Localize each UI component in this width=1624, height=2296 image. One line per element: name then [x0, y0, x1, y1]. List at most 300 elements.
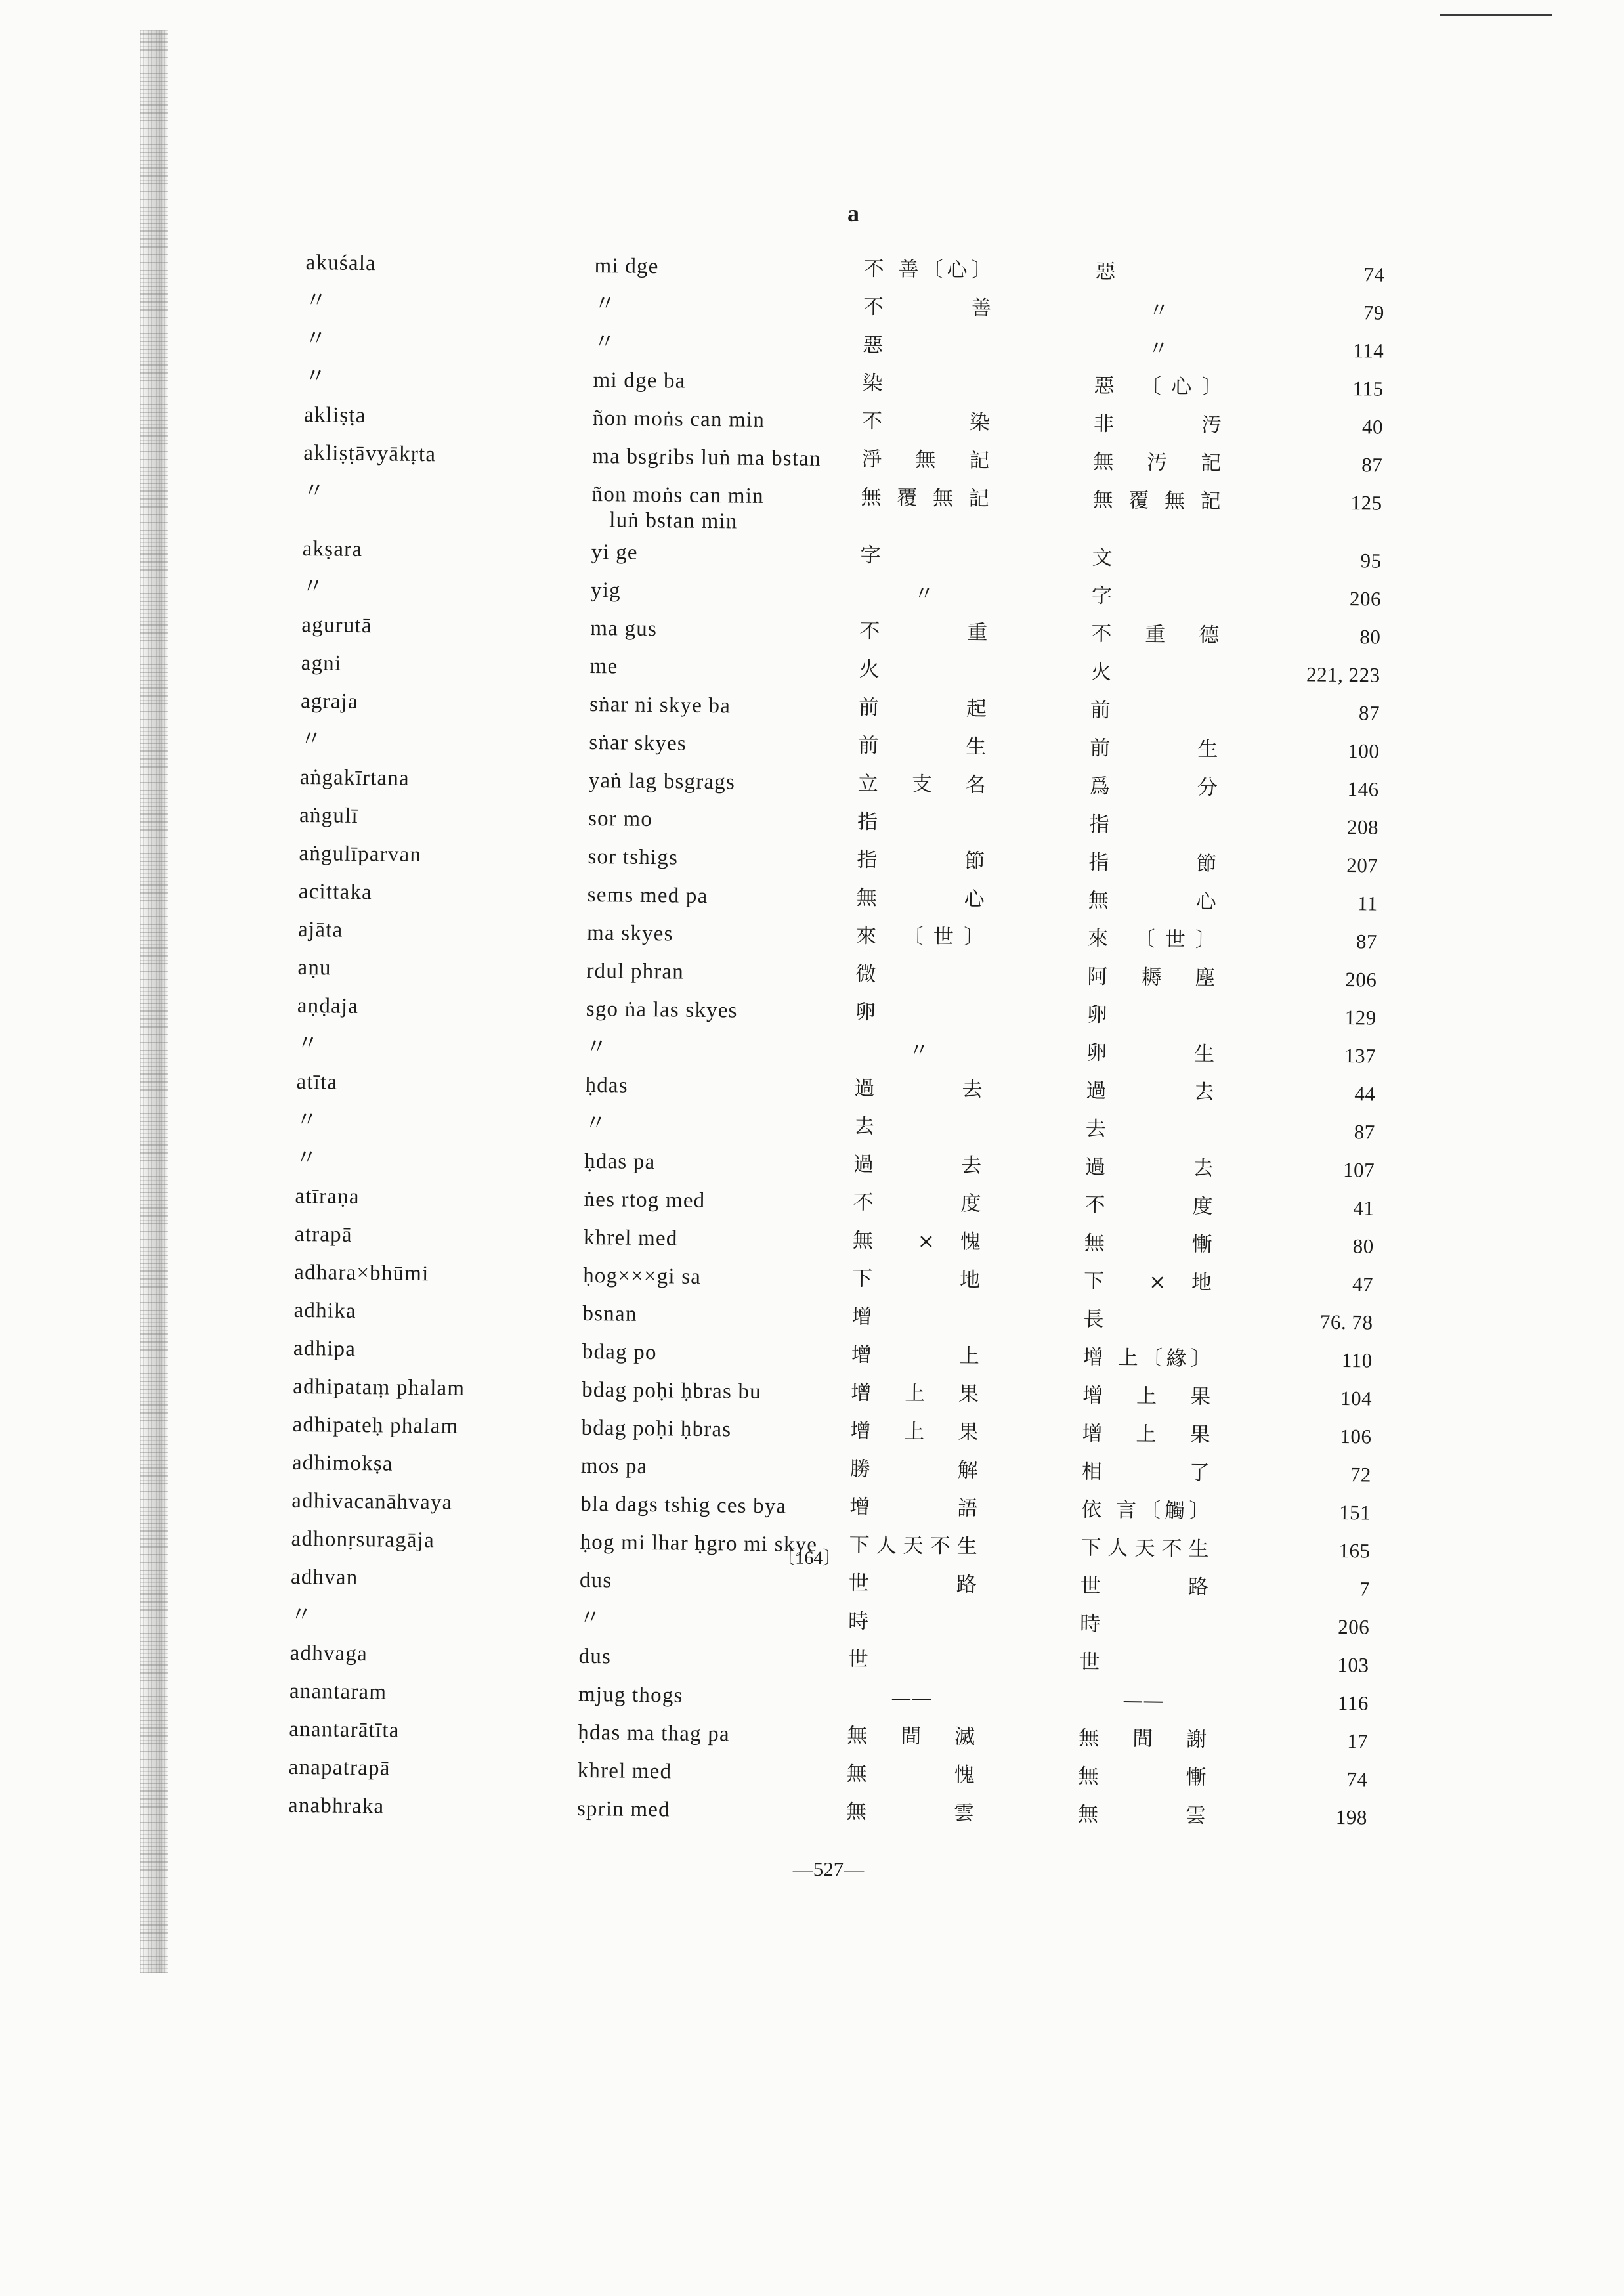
chinese-term-b-cell — [1088, 882, 1244, 922]
chinese-term-b-cell — [1089, 768, 1245, 808]
tibetan-term-line: bsnan — [582, 1301, 637, 1326]
page-reference: 221, 223 — [1306, 662, 1380, 687]
chinese-term-b: 爲 分 — [1089, 774, 1218, 800]
page-reference: 206 — [1349, 587, 1382, 611]
page-reference: 107 — [1342, 1158, 1375, 1182]
chinese-term-b-cell — [1082, 1453, 1238, 1493]
tibetan-term-line: 〃 — [579, 1606, 602, 1631]
chinese-term-b: 時 — [1080, 1612, 1101, 1636]
sanskrit-term: aṇḍaja — [297, 993, 359, 1018]
page-reference: 74 — [1363, 263, 1385, 286]
tibetan-term — [580, 1561, 849, 1603]
chinese-term-b: 依 言〔觸〕 — [1080, 1498, 1210, 1523]
chinese-term-b: 無 心 — [1088, 888, 1216, 914]
chinese-term-a: 微 — [855, 962, 876, 986]
chinese-term-a-cell — [854, 1070, 1086, 1110]
chinese-term-b-cell — [1079, 1643, 1235, 1683]
chinese-term-b-cell — [1089, 806, 1245, 846]
chinese-term-a-cell — [862, 402, 1094, 443]
page-reference: 125 — [1350, 491, 1382, 515]
chinese-term-a-cell — [863, 250, 1096, 291]
chinese-term-b: 指 — [1088, 812, 1110, 836]
chinese-term-a: 世 — [847, 1647, 868, 1672]
chinese-term-a: 無 覆 無 記 — [861, 485, 989, 511]
tibetan-term — [581, 1409, 851, 1450]
chinese-term-a: 無 間 滅 — [847, 1723, 975, 1749]
tibetan-term-line: ṅes rtog med — [584, 1187, 706, 1213]
page-reference: 100 — [1348, 739, 1380, 763]
chinese-term-b: —— — [1122, 1689, 1164, 1713]
chinese-term-b: 相 了 — [1081, 1460, 1210, 1485]
chinese-term-a: 過 去 — [853, 1152, 982, 1178]
chinese-term-a-cell — [862, 364, 1094, 405]
chinese-term-a: 前 起 — [858, 695, 987, 721]
tibetan-term — [591, 571, 861, 613]
chinese-term-b: 世 路 — [1080, 1574, 1209, 1599]
chinese-term-b-cell — [1087, 958, 1243, 998]
chinese-term-b-cell — [1095, 253, 1251, 293]
chinese-term-a-cell — [858, 727, 1090, 768]
tibetan-term-line: luṅ bstan min — [609, 508, 738, 534]
page-reference: 116 — [1337, 1691, 1369, 1715]
chinese-term-a-cell — [853, 1108, 1086, 1148]
sanskrit-term: ajāta — [297, 917, 343, 942]
chinese-term-a: 無 雲 — [845, 1800, 975, 1825]
chinese-term-a: 無 × 愧 — [852, 1228, 981, 1254]
chinese-term-a-cell — [857, 765, 1090, 806]
page-reference: 95 — [1360, 549, 1382, 573]
sanskrit-term: adhipa — [293, 1336, 356, 1361]
chinese-term-b-cell — [1095, 291, 1251, 331]
chinese-term-b-cell — [1094, 367, 1250, 407]
chinese-term-a: 不 重 — [859, 619, 988, 645]
sanskrit-term: 〃 — [295, 1108, 319, 1133]
sanskrit-term: 〃 — [290, 1603, 313, 1628]
tibetan-term-line: sor mo — [588, 806, 653, 832]
tibetan-term-line: sprin med — [576, 1796, 671, 1822]
tibetan-term — [594, 285, 864, 326]
sanskrit-term: adhivacanāhvaya — [291, 1488, 453, 1515]
chinese-term-a: 時 — [848, 1609, 869, 1634]
chinese-term-b: 〃 — [1148, 298, 1170, 322]
chinese-term-b: 過 去 — [1086, 1079, 1214, 1104]
chinese-term-a: 增 上 果 — [850, 1381, 979, 1406]
sanskrit-term: akṣara — [302, 536, 363, 562]
page-reference: 80 — [1352, 1234, 1374, 1258]
tibetan-term-line: mi dge — [594, 253, 659, 279]
chinese-term-b-cell — [1088, 844, 1245, 884]
sanskrit-term: akliṣṭa — [303, 402, 366, 428]
chinese-term-b-cell — [1082, 1377, 1239, 1417]
tibetan-term-line: dus — [578, 1644, 612, 1669]
tibetan-term — [588, 838, 857, 879]
chinese-term-b-cell — [1086, 996, 1243, 1036]
chinese-term-a-cell — [849, 1488, 1082, 1529]
index-entries — [288, 244, 1385, 1836]
chinese-term-a-cell — [857, 841, 1089, 882]
chinese-term-a-cell — [846, 1792, 1079, 1833]
chinese-term-a: 勝 解 — [849, 1457, 979, 1483]
chinese-term-b: 火 — [1090, 660, 1111, 684]
page-reference: 146 — [1347, 777, 1379, 801]
chinese-term-a-cell — [850, 1450, 1082, 1491]
chinese-term-a: 淨 無 記 — [861, 447, 990, 473]
chinese-term-a-cell — [863, 326, 1095, 367]
chinese-term-a-cell — [859, 689, 1091, 729]
chinese-term-b-cell — [1088, 920, 1244, 960]
page-reference: 41 — [1353, 1196, 1375, 1220]
tibetan-term-line: mos pa — [580, 1454, 648, 1479]
tibetan-term — [588, 762, 858, 803]
chinese-term-b: 下人天不生 — [1080, 1536, 1209, 1561]
chinese-term-b-cell — [1091, 615, 1247, 655]
chinese-term-a: 立 支 名 — [857, 771, 986, 797]
page-reference: 17 — [1347, 1729, 1369, 1753]
page-reference: 151 — [1338, 1500, 1371, 1525]
chinese-term-a: 指 節 — [857, 848, 985, 873]
chinese-term-a: 無 心 — [856, 886, 985, 911]
sanskrit-term: agni — [301, 651, 342, 676]
tibetan-term — [590, 609, 860, 651]
sanskrit-term: 〃 — [304, 364, 328, 389]
page-reference: 87 — [1354, 1120, 1375, 1144]
chinese-term-b-cell — [1083, 1301, 1239, 1341]
tibetan-term-line: ḥog×××gi sa — [582, 1263, 702, 1289]
tibetan-term-line: sems med pa — [587, 882, 708, 909]
chinese-term-b-cell — [1079, 1720, 1235, 1760]
chinese-term-b-cell — [1079, 1681, 1235, 1722]
page-reference: 47 — [1352, 1272, 1374, 1296]
chinese-term-a: 過 去 — [854, 1076, 983, 1102]
tibetan-term-line: mjug thogs — [578, 1682, 683, 1708]
tibetan-term-line: rdul phran — [586, 959, 685, 984]
chinese-term-a-cell — [859, 651, 1091, 691]
chinese-term-b: 文 — [1092, 546, 1113, 570]
sanskrit-term: 〃 — [300, 727, 323, 752]
chinese-term-b: 前 生 — [1090, 736, 1218, 762]
chinese-term-b: 世 — [1079, 1650, 1100, 1674]
chinese-term-a-cell — [855, 993, 1087, 1034]
chinese-term-a: 不 度 — [853, 1190, 981, 1216]
tibetan-term — [584, 1219, 853, 1260]
tibetan-term — [589, 724, 859, 765]
chinese-term-b-cell — [1080, 1605, 1236, 1645]
page-reference: 106 — [1340, 1424, 1372, 1448]
chinese-term-a: 不 善 — [863, 295, 992, 320]
chinese-term-a-cell — [856, 879, 1088, 920]
tibetan-term — [580, 1523, 849, 1569]
tibetan-term — [585, 1066, 855, 1108]
chinese-term-b: 非 汚 — [1093, 412, 1222, 437]
chinese-term-a-cell — [855, 955, 1088, 996]
section-letter: a — [847, 200, 859, 227]
tibetan-term-line: 〃 — [593, 330, 616, 355]
tibetan-term — [593, 361, 863, 402]
chinese-term-b: 無 慚 — [1078, 1764, 1207, 1790]
tibetan-term-line: mi dge ba — [593, 368, 686, 393]
chinese-term-b: 無 覆 無 記 — [1092, 488, 1221, 513]
tibetan-term — [587, 914, 857, 955]
chinese-term-b-cell — [1085, 1148, 1241, 1188]
chinese-term-a: 〃 — [908, 1039, 930, 1063]
tibetan-term — [582, 1295, 852, 1336]
sanskrit-term: atīta — [296, 1070, 338, 1094]
chinese-term-a-cell — [849, 1565, 1081, 1605]
chinese-term-a-cell — [853, 1184, 1085, 1224]
sanskrit-term: akuśala — [305, 250, 377, 276]
tibetan-term-line: yaṅ lag bsgrags — [588, 768, 736, 794]
sanskrit-term: acittaka — [298, 879, 373, 905]
scan-top-rule — [1440, 14, 1552, 16]
sanskrit-term: aṇu — [297, 955, 331, 980]
sanskrit-term: atrapā — [294, 1222, 353, 1247]
chinese-term-b-cell — [1092, 481, 1249, 521]
chinese-term-b-cell — [1093, 443, 1249, 483]
chinese-term-b-cell — [1081, 1491, 1237, 1531]
chinese-term-a: 卵 — [855, 1000, 876, 1024]
chinese-term-a-cell — [851, 1336, 1084, 1377]
tibetan-term — [577, 1790, 847, 1831]
chinese-term-b: 無 汚 記 — [1093, 450, 1222, 475]
page-reference: 137 — [1344, 1044, 1377, 1068]
chinese-term-b-cell — [1084, 1186, 1241, 1226]
chinese-term-b: 無 間 謝 — [1079, 1726, 1207, 1752]
tibetan-term — [579, 1599, 849, 1641]
page-reference: 129 — [1344, 1006, 1377, 1029]
chinese-term-a: 無 愧 — [846, 1762, 975, 1787]
page-reference: 165 — [1338, 1538, 1371, 1563]
chinese-term-a: 來 〔世〕 — [855, 924, 985, 949]
chinese-term-b: 增 上 果 — [1082, 1383, 1211, 1409]
tibetan-term-line: khrel med — [577, 1758, 672, 1784]
page-reference: 198 — [1335, 1805, 1368, 1829]
tibetan-term — [580, 1485, 850, 1527]
chinese-term-b-cell — [1080, 1567, 1237, 1607]
tibetan-term-line: me — [589, 654, 618, 679]
tibetan-term — [586, 952, 856, 993]
chinese-term-a-cell — [848, 1603, 1080, 1643]
sanskrit-term: 〃 — [295, 1146, 318, 1171]
page-reference: 110 — [1341, 1349, 1373, 1372]
chinese-term-a: 染 — [862, 371, 883, 395]
chinese-term-a: 增 上 果 — [850, 1419, 979, 1444]
chinese-term-b-cell — [1090, 653, 1247, 693]
tibetan-term — [592, 437, 862, 479]
chinese-term-b-cell — [1078, 1795, 1234, 1835]
tibetan-term-line: bdag po — [582, 1339, 657, 1365]
chinese-term-a: 惡 — [863, 333, 884, 357]
tibetan-term-line: 〃 — [593, 292, 617, 316]
chinese-term-a: 不 善〔心〕 — [863, 257, 992, 282]
page-reference: 208 — [1346, 815, 1379, 839]
sanskrit-term: adhimokṣa — [291, 1450, 393, 1476]
chinese-term-a: 增 上 — [851, 1343, 980, 1368]
tibetan-term — [589, 647, 859, 689]
chinese-term-b: 無 慚 — [1084, 1231, 1212, 1257]
tibetan-term-line: bdag poḥi ḥbras — [581, 1416, 732, 1442]
chinese-term-b: 過 去 — [1084, 1155, 1214, 1180]
chinese-term-a-cell — [860, 536, 1092, 577]
tibetan-term — [582, 1333, 852, 1374]
chinese-term-a-cell — [851, 1298, 1084, 1339]
sanskrit-term: aṅgakīrtana — [299, 765, 410, 791]
tibetan-term-line: ma skyes — [586, 921, 673, 946]
tibetan-term-line: ñon moṅs can min — [591, 482, 764, 508]
sanskrit-term: 〃 — [296, 1031, 320, 1056]
tibetan-term-line: sṅar skyes — [589, 730, 687, 756]
tibetan-term-line: sor tshigs — [588, 844, 679, 870]
chinese-term-b: 不 重 德 — [1091, 622, 1220, 647]
sanskrit-term: adhara×bhūmi — [294, 1260, 429, 1286]
chinese-term-a: —— — [891, 1686, 932, 1710]
page-reference: 7 — [1359, 1577, 1371, 1601]
tibetan-term-line: dus — [579, 1568, 612, 1593]
chinese-term-a-cell — [855, 1031, 1087, 1072]
sanskrit-term: anabhraka — [288, 1793, 385, 1819]
tibetan-term — [584, 1180, 853, 1222]
tibetan-term — [588, 800, 858, 841]
chinese-term-b: 卵 — [1086, 1003, 1107, 1027]
sanskrit-term: 〃 — [301, 574, 325, 599]
chinese-term-a: 下人天不生 — [849, 1533, 977, 1559]
tibetan-term-line: sṅar ni skye ba — [589, 692, 731, 718]
chinese-term-a-cell — [849, 1527, 1081, 1567]
page-reference: 80 — [1359, 625, 1381, 649]
tibetan-term — [578, 1676, 848, 1717]
tibetan-term-note: 〔164〕 — [777, 1548, 842, 1569]
page-reference: 114 — [1353, 339, 1384, 362]
tibetan-term-line: bdag poḥi ḥbras bu — [582, 1377, 762, 1404]
tibetan-term — [577, 1752, 847, 1793]
tibetan-term — [593, 323, 863, 364]
chinese-term-b: 去 — [1085, 1117, 1106, 1141]
chinese-term-b: 不 度 — [1084, 1193, 1213, 1219]
sanskrit-term: agurutā — [301, 613, 372, 638]
sanskrit-term: anantaram — [289, 1679, 387, 1704]
tibetan-term-line: yig — [590, 578, 622, 603]
page-footer-number: —527— — [792, 1857, 865, 1880]
sanskrit-term: adhvaga — [289, 1641, 368, 1666]
chinese-term-b-cell — [1086, 1034, 1243, 1074]
tibetan-term-line: ḥdas ma thag pa — [578, 1720, 731, 1746]
sanskrit-term: adhvan — [290, 1565, 358, 1590]
page-reference: 206 — [1345, 968, 1377, 991]
sanskrit-term: atīraṇa — [295, 1184, 360, 1209]
tibetan-term — [586, 990, 855, 1031]
sanskrit-term: aṅgulīparvan — [299, 841, 422, 867]
chinese-term-b-cell — [1094, 405, 1250, 445]
chinese-term-a-cell — [861, 441, 1094, 481]
tibetan-term — [591, 533, 861, 574]
tibetan-term-line: ñon moṅs can min — [592, 406, 765, 432]
chinese-term-b-cell — [1082, 1415, 1238, 1455]
chinese-term-a-cell — [847, 1716, 1079, 1757]
chinese-term-b: 惡 — [1095, 259, 1116, 284]
page-reference: 115 — [1352, 377, 1384, 401]
tibetan-term-line: yi ge — [591, 540, 638, 565]
tibetan-term — [578, 1714, 847, 1755]
sanskrit-term: adhipataṃ phalam — [293, 1374, 465, 1400]
page-reference: 72 — [1350, 1463, 1372, 1486]
chinese-term-a-cell — [861, 479, 1093, 519]
page-reference: 87 — [1361, 453, 1383, 477]
chinese-term-a-cell — [853, 1146, 1086, 1186]
chinese-term-b: 惡 〔心〕 — [1094, 374, 1222, 399]
tibetan-term-line: bla dags tshig ces bya — [580, 1492, 787, 1519]
page-reference: 207 — [1346, 854, 1378, 877]
chinese-term-b: 卵 生 — [1086, 1041, 1215, 1066]
chinese-term-b: 下 × 地 — [1083, 1269, 1212, 1295]
sanskrit-term: agraja — [300, 689, 359, 714]
tibetan-term — [593, 399, 863, 441]
sanskrit-term: 〃 — [303, 479, 326, 504]
tibetan-term — [582, 1371, 851, 1412]
tibetan-term-line: ma bsgribs luṅ ma bstan — [592, 444, 821, 471]
chinese-term-a-cell — [850, 1412, 1082, 1453]
chinese-term-a-cell — [860, 574, 1092, 615]
chinese-term-b: 字 — [1091, 584, 1113, 608]
chinese-term-a-cell — [856, 917, 1088, 958]
chinese-term-b: 增 上〔緣〕 — [1082, 1345, 1212, 1371]
page-reference: 206 — [1338, 1614, 1370, 1639]
chinese-term-b: 來 〔世〕 — [1087, 926, 1216, 952]
sanskrit-term: 〃 — [305, 288, 328, 313]
chinese-term-a-cell — [852, 1260, 1084, 1301]
tibetan-term-line: ḥdas pa — [584, 1149, 656, 1175]
chinese-term-b: 阿 耨 塵 — [1087, 964, 1216, 990]
chinese-term-b-cell — [1094, 329, 1250, 369]
chinese-term-a: 〃 — [913, 582, 935, 606]
tibetan-term — [587, 876, 857, 917]
chinese-term-b: 無 雲 — [1077, 1802, 1207, 1828]
page-reference: 104 — [1340, 1386, 1373, 1410]
tibetan-term — [578, 1637, 848, 1679]
page-reference: 87 — [1356, 930, 1378, 953]
chinese-term-a: 增 — [851, 1305, 872, 1329]
tibetan-term — [584, 1104, 854, 1146]
tibetan-term-line: ḥdas — [585, 1073, 628, 1098]
page-reference: 74 — [1346, 1767, 1368, 1791]
chinese-term-b-cell — [1084, 1224, 1240, 1265]
chinese-term-b-cell — [1092, 577, 1248, 617]
sanskrit-term: adhonṛsuragāja — [291, 1527, 435, 1553]
chinese-term-b-cell — [1090, 691, 1247, 731]
chinese-term-a: 火 — [859, 657, 880, 682]
tibetan-term-line: ma gus — [590, 616, 658, 641]
chinese-term-b: 〃 — [1148, 336, 1169, 360]
sanskrit-term: 〃 — [305, 326, 328, 351]
chinese-term-a: 字 — [860, 543, 881, 567]
chinese-term-b-cell — [1080, 1529, 1237, 1569]
chinese-term-b-cell — [1092, 539, 1248, 579]
chinese-term-a: 增 語 — [849, 1495, 978, 1521]
chinese-term-b-cell — [1078, 1757, 1234, 1797]
chinese-term-b-cell — [1084, 1263, 1240, 1303]
chinese-term-a: 前 生 — [858, 733, 987, 759]
chinese-term-a: 指 — [857, 810, 878, 834]
chinese-term-b-cell — [1083, 1339, 1239, 1379]
tibetan-term-line: khrel med — [583, 1225, 678, 1251]
tibetan-term — [591, 475, 861, 534]
chinese-term-a-cell — [847, 1641, 1080, 1681]
chinese-term-a: 下 地 — [851, 1267, 981, 1292]
page-reference: 11 — [1357, 892, 1378, 915]
chinese-term-b: 長 — [1083, 1307, 1104, 1332]
chinese-term-b-cell — [1090, 729, 1246, 769]
tibetan-term-line: ḥog mi lhar ḥgro mi skye — [580, 1530, 818, 1557]
chinese-term-a: 不 染 — [861, 409, 991, 435]
tibetan-term-line: 〃 — [584, 1111, 608, 1136]
